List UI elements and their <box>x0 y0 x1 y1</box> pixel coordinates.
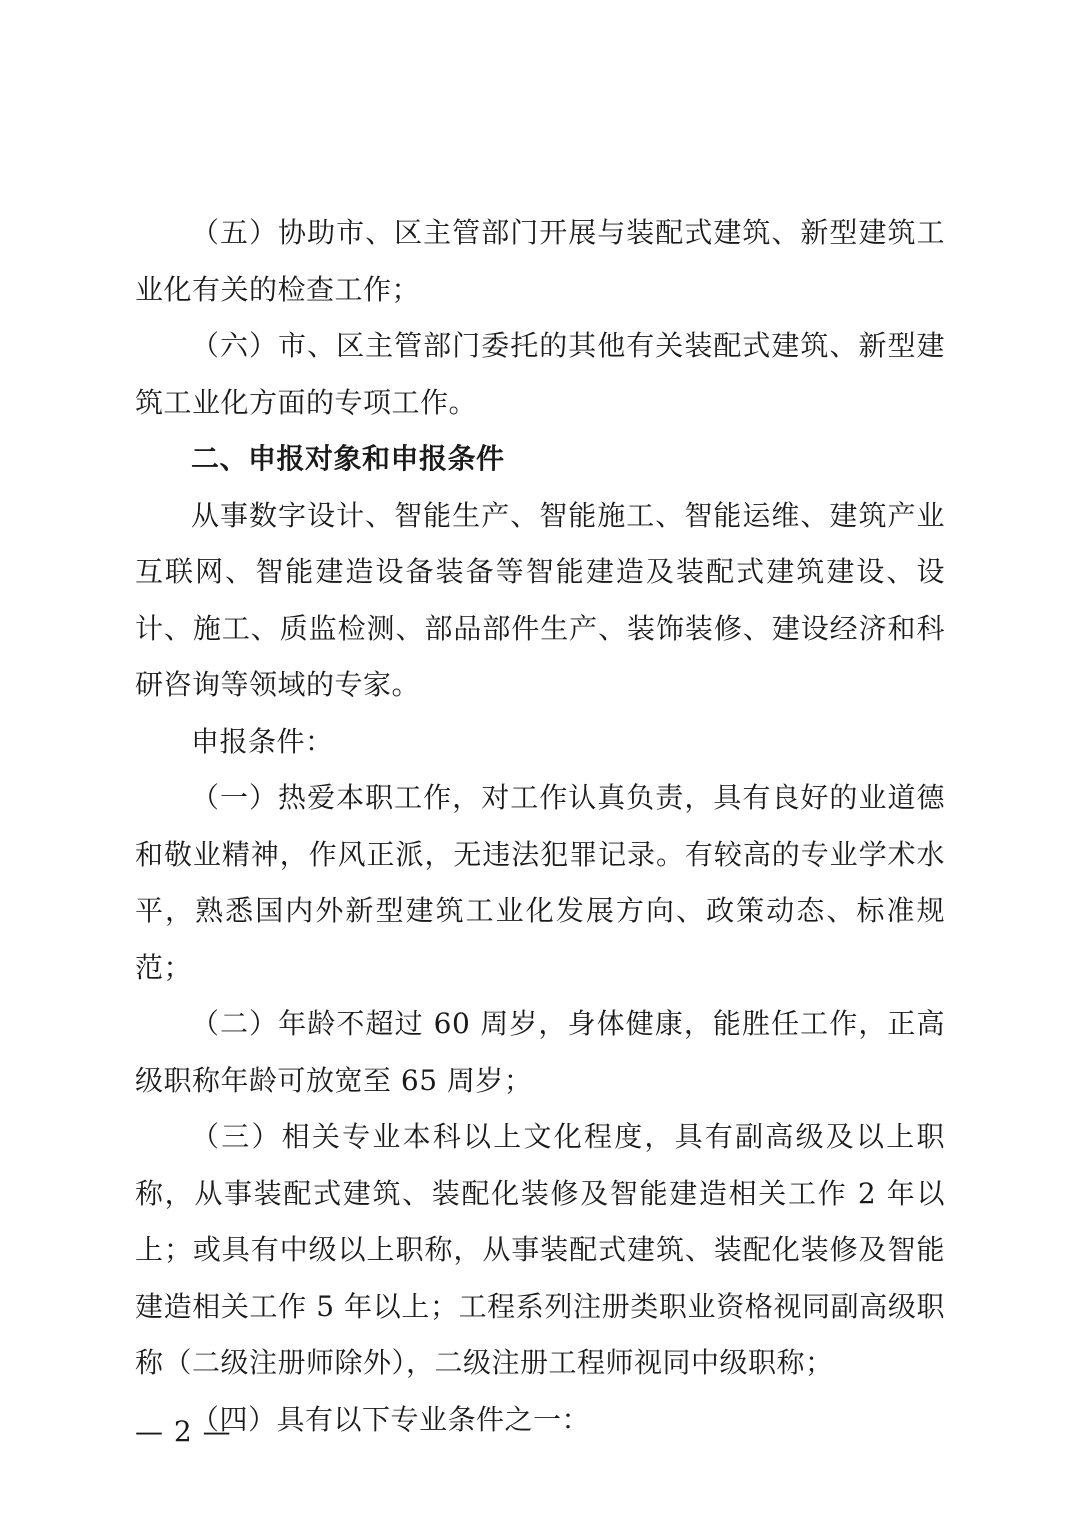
paragraph-condition-3: （三）相关专业本科以上文化程度，具有副高级及以上职称，从事装配式建筑、装配化装修及智能建造相关工作 2 年以上；或具有中级以上职称，从事装配式建筑、装配化装修及智能建造相关工作 5 年以上；工程系列注册类职业资格视同副高级职称（二级注册师除外），二级注册工程师视同中级职称； <box>135 1120 945 1379</box>
document-body <box>135 205 945 1448</box>
paragraph-condition-1: （一）热爱本职工作，对工作认真负责，具有良好的业道德和敬业精神，作风正派，无违法犯罪记录。有较高的专业学术水平，熟悉国内外新型建筑工业化发展方向、政策动态、标准规范； <box>135 781 945 984</box>
section-heading-application: 二、申报对象和申报条件 <box>191 442 505 475</box>
paragraph-condition-2: （二）年龄不超过 60 周岁，身体健康，能胜任工作，正高级职称年龄可放宽至 65 周岁； <box>135 1007 945 1097</box>
paragraph-application-targets: 从事数字设计、智能生产、智能施工、智能运维、建筑产业互联网、智能建造设备装备等智能建造及装配式建筑建设、设计、施工、质监检测、部品部件生产、装饰装修、建设经济和科研咨询等领域的专家。 <box>135 498 945 701</box>
paragraph-item-6-duty: （六）市、区主管部门委托的其他有关装配式建筑、新型建筑工业化方面的专项工作。 <box>135 329 945 419</box>
paragraph-conditions-label: 申报条件： <box>191 724 334 758</box>
paragraph-item-5-duty: （五）协助市、区主管部门开展与装配式建筑、新型建筑工业化有关的检查工作； <box>135 216 945 306</box>
page-number: — 2 — <box>135 1415 232 1448</box>
paragraph-condition-4: （四）具有以下专业条件之一： <box>191 1402 591 1436</box>
